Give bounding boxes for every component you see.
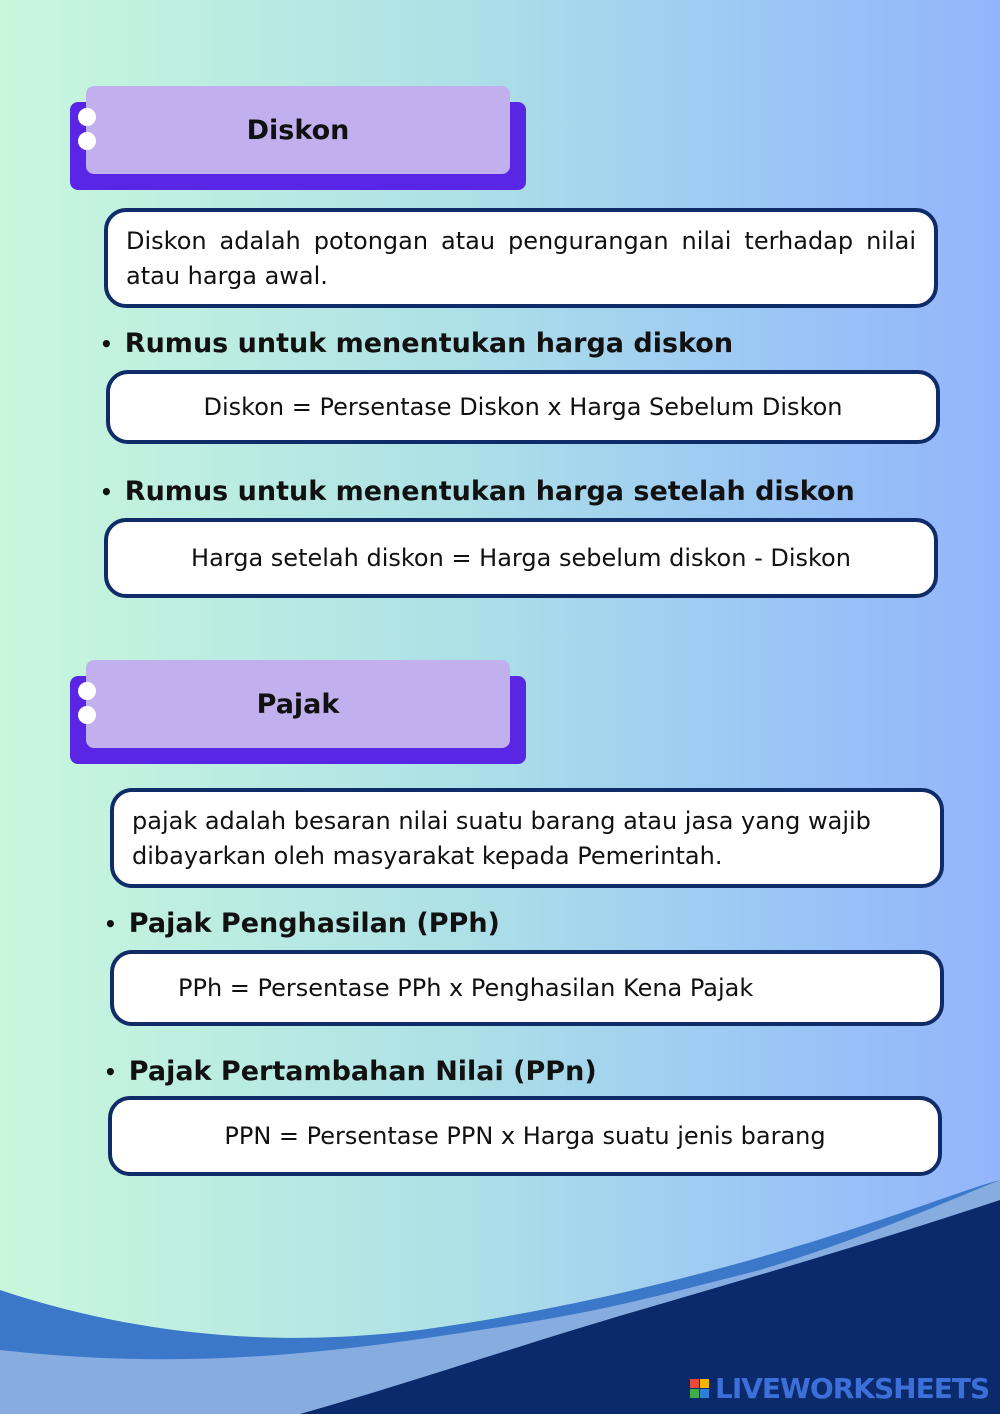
rumus-setelah-heading bbox=[100, 476, 855, 507]
pph-formula: PPh = Persentase PPh x Penghasilan Kena Pajak bbox=[178, 974, 754, 1002]
bullet-point: • bbox=[104, 911, 117, 936]
tab-dot bbox=[78, 132, 96, 150]
bullet-point: • bbox=[100, 331, 113, 356]
bullet-point: • bbox=[100, 479, 113, 504]
tab-dot bbox=[78, 682, 96, 700]
pajak-definition-box bbox=[110, 788, 944, 888]
ppn-heading bbox=[104, 1056, 597, 1087]
rumus-setelah-heading-text: Rumus untuk menentukan harga setelah diskon bbox=[124, 476, 855, 507]
ppn-formula-box bbox=[108, 1096, 942, 1176]
rumus-diskon-box bbox=[106, 370, 940, 444]
rumus-setelah-box bbox=[104, 518, 938, 598]
bullet-point: • bbox=[104, 1059, 117, 1084]
pajak-title-tab bbox=[70, 660, 526, 766]
pajak-title: Pajak bbox=[86, 660, 510, 748]
pph-heading bbox=[104, 908, 500, 939]
rumus-setelah-formula: Harga setelah diskon = Harga sebelum diskon - Diskon bbox=[191, 544, 851, 572]
rumus-diskon-heading bbox=[100, 328, 733, 359]
diskon-definition: Diskon adalah potongan atau pengurangan nilai terhadap nilai atau harga awal. bbox=[126, 227, 916, 290]
diskon-definition-box bbox=[104, 208, 938, 308]
rumus-diskon-formula: Diskon = Persentase Diskon x Harga Sebelum Diskon bbox=[203, 393, 843, 421]
diskon-title: Diskon bbox=[86, 86, 510, 174]
ppn-formula: PPN = Persentase PPN x Harga suatu jenis barang bbox=[224, 1122, 826, 1150]
tab-dot bbox=[78, 706, 96, 724]
liveworksheets-logo bbox=[690, 1372, 989, 1405]
watermark-text: LIVEWORKSHEETS bbox=[715, 1372, 990, 1405]
diskon-title-tab bbox=[70, 86, 526, 192]
ppn-heading-text: Pajak Pertambahan Nilai (PPn) bbox=[128, 1056, 597, 1087]
tab-dot bbox=[78, 108, 96, 126]
pph-formula-box bbox=[110, 950, 944, 1026]
rumus-diskon-heading-text: Rumus untuk menentukan harga diskon bbox=[124, 328, 734, 359]
pph-heading-text: Pajak Penghasilan (PPh) bbox=[128, 908, 500, 939]
pajak-definition: pajak adalah besaran nilai suatu barang atau jasa yang wajib dibayarkan oleh masyarakat kepada Pemerintah. bbox=[132, 807, 871, 870]
logo-icon bbox=[690, 1379, 709, 1398]
